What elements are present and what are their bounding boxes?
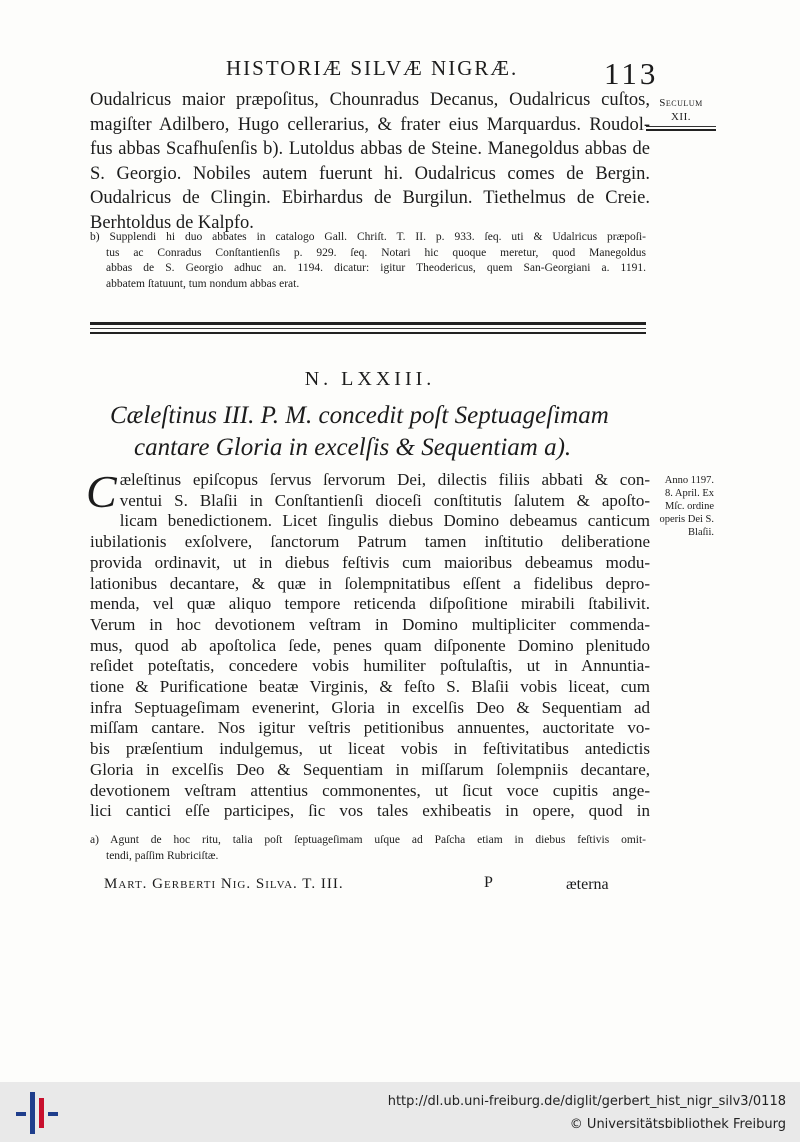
text-line: fus abbas Scafhuſenſis b). Lutoldus abbas de Steine. Manegoldus abbas de bbox=[90, 139, 650, 159]
document-heading bbox=[110, 400, 650, 464]
body-line: tione & Purificatione beatæ Virginis, & feſto S. Blaſii vobis liceat, cum bbox=[90, 677, 650, 697]
heading-line-2: cantare Gloria in excelſis & Sequentiam a). bbox=[134, 434, 572, 461]
running-head: HISTORIÆ SILVÆ NIGRÆ. bbox=[226, 56, 519, 80]
footnote-line: tus ac Conradus Conſtantienſis p. 929. ſeq. Notari hic quoque meretur, quod Manegoldus bbox=[106, 246, 646, 259]
charter-witness-list bbox=[90, 88, 650, 235]
heading-line-1: Cæleſtinus III. P. M. concedit poſt Septuageſimam bbox=[110, 402, 609, 429]
catchword: æterna bbox=[566, 876, 609, 893]
margin-note-line: 8. April. Ex bbox=[665, 488, 714, 499]
body-line: infra Septuageſimam evenerint, Gloria in excelſis Deo & Sequentiam ad bbox=[90, 697, 650, 717]
copyright-credit: © Universitätsbibliothek Freiburg bbox=[569, 1117, 786, 1132]
body-line: licam benedictionem. Licet ſingulis diebus Domino debeamus canticum bbox=[119, 511, 650, 531]
ub-freiburg-logo-icon[interactable] bbox=[16, 1090, 60, 1134]
margin-note-date bbox=[644, 474, 714, 539]
permalink-url[interactable]: http://dl.ub.uni-freiburg.de/diglit/gerbert_hist_nigr_silv3/0118 bbox=[387, 1094, 786, 1109]
body-line: Gloria in excelſis Deo & Sequentiam in miſſarum ſolempniis decantare, bbox=[90, 759, 650, 779]
drop-cap: C bbox=[86, 466, 117, 517]
body-line: æleſtinus epiſcopus ſervus ſervorum Dei, dilectis filiis abbati & con- bbox=[119, 470, 650, 489]
footnote-line: b) Supplendi hi duo abbates in catalogo Gall. Chriſt. T. II. p. 933. ſeq. uti & Udalricus præpoſi- bbox=[90, 231, 646, 243]
margin-note-line: Mſc. ordine bbox=[665, 501, 714, 512]
viewer-footer bbox=[0, 1082, 800, 1142]
body-line: Verum in hoc devotionem veſtram in Domino multipliciter commenda- bbox=[90, 614, 650, 634]
margin-note-line: Anno 1197. bbox=[664, 475, 714, 486]
body-line: ventui S. Blaſii in Conſtantienſi dioceſi conſtitutis ſalutem & apoſto- bbox=[119, 490, 650, 510]
saeculum-number: XII. bbox=[670, 111, 692, 123]
text-line: Oudalricus de Clingin. Ebirhardus de Burgilun. Tiethelmus de Creie. bbox=[90, 188, 650, 208]
body-line: reſidet poteſtatis, concedere vobis humiliter poſtulaſtis, ut in Annuntia- bbox=[90, 656, 650, 676]
footnote-line-last: tendi, paſſim Rubriciſtæ. bbox=[106, 849, 219, 862]
margin-saeculum bbox=[646, 96, 716, 131]
body-line: iubilationis exſolvere, ſanctorum Patrum tamen inſtitutio deliberatione bbox=[90, 532, 650, 552]
saeculum-rule-bold bbox=[646, 129, 716, 131]
text-line-last: Berhtoldus de Kalpfo. bbox=[90, 212, 254, 233]
text-line: magiſter Adilbero, Hugo cellerarius, & frater eius Marquardus. Roudol- bbox=[90, 114, 650, 135]
document-number: N. LXXIII. bbox=[304, 368, 436, 390]
text-line: S. Georgio. Nobiles autem fuerunt hi. Oudalricus comes de Bergin. bbox=[90, 163, 650, 184]
margin-note-line: Blaſii. bbox=[688, 527, 714, 538]
footnote-line: a) Agunt de hoc ritu, talia poſt ſeptuageſimam uſque ad Paſcha etiam in diebus feſtivis omit- bbox=[90, 834, 646, 846]
body-line: miſſam cantare. Nos igitur veſtris petitionibus annuentes, auctoritate vo- bbox=[90, 718, 650, 738]
footnote-b bbox=[90, 230, 646, 292]
body-line: lationibus decantare, & quæ in ſolempnitatibus eſſent a fidelibus depro- bbox=[90, 573, 650, 593]
text-line: Oudalricus maior præpoſitus, Chounradus Decanus, Oudalricus cuſtos, bbox=[90, 90, 650, 110]
sheet-mark: P bbox=[484, 874, 493, 891]
page-number: 113 bbox=[604, 56, 659, 91]
margin-note-line: operis Dei S. bbox=[659, 514, 714, 525]
body-line: lici cantici eſſe participes, ſic vos tales exhibeatis in opere, quod in bbox=[90, 801, 650, 821]
saeculum-rule bbox=[646, 126, 716, 127]
body-line: bis præſentium indulgemus, ut liceat vobis in feſtivitatibus antedictis bbox=[90, 739, 650, 759]
body-line: devotionem veſtram attentius commonentes, ut ſicut voce cupitis ange- bbox=[90, 780, 650, 800]
body-line: provida ordinavit, ut in diebus feſtivis cum maioribus debeamus modu- bbox=[90, 552, 650, 572]
ornamental-divider bbox=[90, 322, 646, 334]
footnote-line-last: abbatem ſtatuunt, tum nondum abbas erat. bbox=[106, 277, 300, 290]
printer-signature: Mart. Gerberti Nig. Silva. T. III. bbox=[104, 876, 344, 892]
body-line: menda, vel quæ aliquo tempore reticenda diſpoſitione mirabili ſtabilivit. bbox=[90, 594, 650, 614]
footnote-line: abbas de S. Georgio adhuc an. 1194. dicatur: igitur Theodericus, quem San-Georgiani a. 1191. bbox=[106, 262, 646, 274]
body-line: mus, quod ab apoſtolica ſede, penes quam diſponente Domino plenitudo bbox=[90, 635, 650, 655]
footnote-a bbox=[90, 833, 646, 864]
saeculum-label: Seculum bbox=[659, 97, 703, 109]
document-body bbox=[86, 466, 650, 822]
